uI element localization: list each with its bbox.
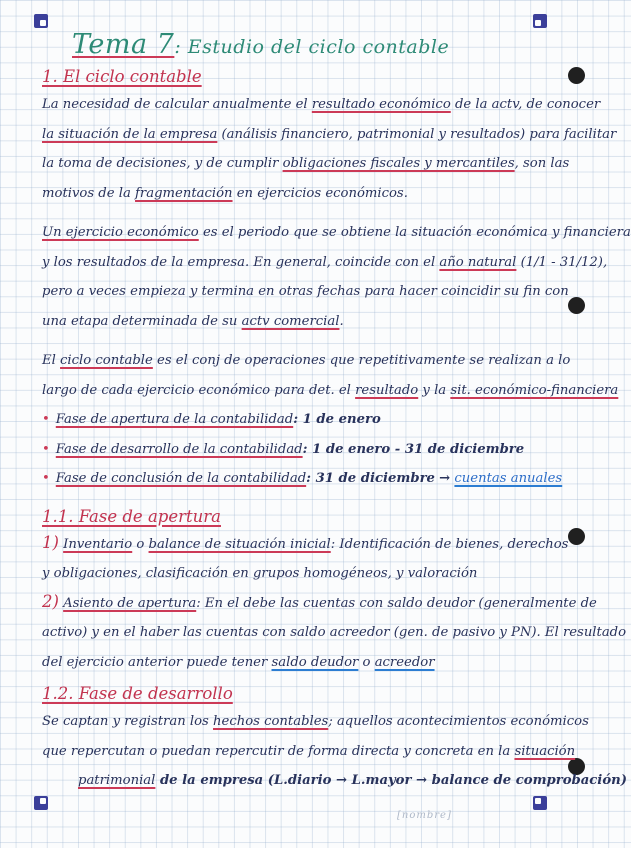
text-line: El ciclo contable es el conj de operaciones que repetitivamente se realizan a lo: [42, 353, 571, 368]
text-line: motivos de la fragmentación en ejercicios económicos.: [42, 185, 408, 201]
corner-mark-bottom-left: [34, 796, 48, 810]
arrow-right-icon: →: [439, 471, 451, 486]
list-item: • Fase de desarrollo de la contabilidad: 1 de enero - 31 de diciembre: [42, 441, 525, 457]
section-heading-apertura: 1.1. Fase de apertura: [42, 506, 221, 526]
text-line: 2) Asiento de apertura: En el debe las cuentas con saldo deudor (generalmente de: [42, 591, 597, 611]
list-item: • Fase de conclusión de la contabilidad: 31 de diciembre → cuentas anuales: [42, 471, 563, 486]
corner-mark-top-right: [533, 14, 547, 28]
text-line: y los resultados de la empresa. En general, coincide con el año natural (1/1 - 31/12),: [42, 254, 608, 270]
bullet-icon: •: [42, 441, 50, 457]
corner-mark-bottom-right: [533, 796, 547, 810]
text-line: Un ejercicio económico es el periodo que se obtiene la situación económica y financiera: [42, 225, 631, 240]
bullet-icon: •: [42, 471, 50, 486]
binder-hole: [568, 297, 585, 314]
title-sub: : Estudio del ciclo contable: [174, 36, 450, 58]
text-line: y obligaciones, clasificación en grupos homogéneos, y valoración: [42, 566, 478, 581]
list-item: • Fase de apertura de la contabilidad: 1 de enero: [42, 412, 381, 427]
binder-hole: [568, 67, 585, 84]
text-line: la situación de la empresa (análisis financiero, patrimonial y resultados) para facilitar: [42, 126, 617, 142]
text-line: Se captan y registran los hechos contables; aquellos acontecimientos económicos: [42, 714, 589, 729]
text-line: del ejercicio anterior puede tener saldo deudor o acreedor: [42, 654, 435, 670]
text-line: pero a veces empieza y termina en otras fechas para hacer coincidir su fin con: [42, 284, 569, 299]
binder-hole: [568, 528, 585, 545]
footer-name: [nombre]: [397, 810, 452, 821]
text-line: 1) Inventario o balance de situación inicial: Identificación de bienes, derechos: [42, 532, 569, 552]
title-main: Tema 7: [72, 29, 175, 60]
text-line: La necesidad de calcular anualmente el resultado económico de la actv, de conocer: [42, 97, 601, 112]
text-line: una etapa determinada de su actv comercial.: [42, 313, 344, 329]
text-line: largo de cada ejercicio económico para det. el resultado y la sit. económico-financiera: [42, 382, 619, 398]
text-line: que repercutan o puedan repercutir de forma directa y concreta en la situación: [42, 743, 576, 759]
page-title: [72, 28, 570, 64]
text-line: la toma de decisiones, y de cumplir obligaciones fiscales y mercantiles, son las: [42, 156, 570, 171]
section-heading-ciclo: 1. El ciclo contable: [42, 67, 202, 86]
text-line: activo) y en el haber las cuentas con saldo acreedor (gen. de pasivo y PN). El resultado: [42, 625, 627, 640]
corner-mark-top-left: [34, 14, 48, 28]
text-line: patrimonial de la empresa (L.diario → L.mayor → balance de comprobación): [78, 773, 627, 788]
section-heading-desarrollo: 1.2. Fase de desarrollo: [42, 684, 233, 703]
bullet-icon: •: [42, 412, 50, 427]
notes-page: [42, 28, 631, 796]
